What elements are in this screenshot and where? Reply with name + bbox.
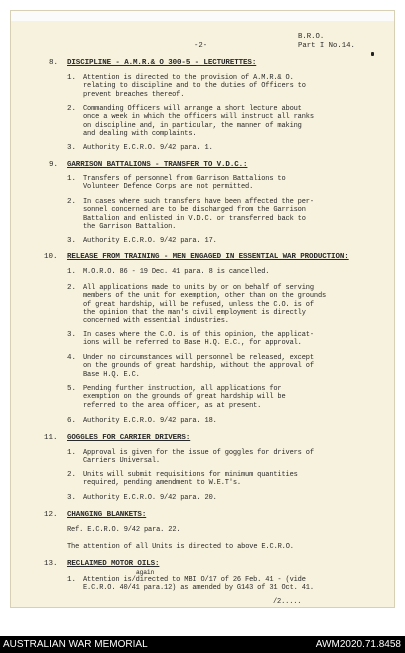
paragraph-text: Under no circumstances will personnel be released, except on the grounds of great hardship, without the approval of Base H.Q. E.C.: [83, 354, 314, 379]
continuation-marker: /2.....: [273, 598, 302, 606]
section-heading: DISCIPLINE - A.M.R.& O 300-5 - LECTURETTES:: [67, 59, 257, 67]
paragraph-text: M.O.R.O. 86 - 19 Dec. 41 para. 8 is cancelled.: [83, 268, 270, 276]
section-heading: GOGGLES FOR CARRIER DRIVERS:: [67, 434, 191, 442]
ref-line-2: Part I No.14.: [298, 42, 355, 50]
page-number: -2-: [194, 42, 208, 50]
paragraph-number: 1.: [67, 175, 77, 183]
paragraph-text: In cases where the C.O. is of this opinion, the applicat- ions will be referred to Base H.Q. E.C., for approval.: [83, 331, 314, 348]
paragraph-number: 6.: [67, 417, 77, 425]
handwritten-insert: again: [136, 569, 155, 576]
paragraph-text: Attention is/directed to MBI O/17 of 26 Feb. 41 - (vide E.C.R.O. 40/41 para.12) as amended by G143 of 31 Oct. 41.: [83, 576, 314, 593]
paragraph-text: Pending further instruction, all applications for exemption on the grounds of great hardship will be referred to the area officer, as at present.: [83, 385, 286, 410]
paragraph-text: In cases where such transfers have been affected the per- sonnel concerned are to be discharged from the Garrison Battalion and enlisted in V.D.C. or transferred back to the Garrison Battalion.: [83, 198, 314, 231]
section-number: 8.: [49, 59, 59, 67]
section-number: 11.: [44, 434, 58, 442]
paragraph-number: 3.: [67, 494, 77, 502]
section-number: 12.: [44, 511, 58, 519]
authority-line: Authority E.C.R.O. 9/42 para. 20.: [83, 494, 217, 502]
paragraph-number: 2.: [67, 471, 77, 479]
paragraph-number: 1.: [67, 268, 77, 276]
authority-line: Authority E.C.R.O. 9/42 para. 17.: [83, 237, 217, 245]
paragraph-text: Units will submit requisitions for minimum quantities required, pending amendment to W.E.T's.: [83, 471, 298, 488]
reference-line: Ref. E.C.R.O. 9/42 para. 22.: [67, 526, 181, 534]
section-number: 9.: [49, 161, 59, 169]
paragraph-text: Attention is directed to the provision of A.M.R.& O. relating to discipline and to the duties of Officers to prevent breaches thereof.: [83, 74, 306, 99]
paragraph-number: 3.: [67, 237, 77, 245]
paragraph-number: 1.: [67, 449, 77, 457]
paragraph-number: 2.: [67, 198, 77, 206]
ref-line-1: B.R.O.: [298, 33, 325, 41]
section-number: 10.: [44, 253, 58, 261]
page-top-edge: [11, 11, 394, 21]
section-heading: CHANGING BLANKETS:: [67, 511, 147, 519]
ink-mark: [371, 52, 374, 56]
authority-line: Authority E.C.R.O. 9/42 para. 18.: [83, 417, 217, 425]
paragraph-text: All applications made to units by or on behalf of serving members of the unit for exemption, other than on the grounds of great hardship, will be refused, unless the C.O. is of the opinion that the man's civil employment is directly concerned with essential industries.: [83, 284, 327, 326]
paragraph-text: Approval is given for the issue of goggles for drivers of Carriers Universal.: [83, 449, 314, 466]
section-heading: RELEASE FROM TRAINING - MEN ENGAGED IN ESSENTIAL WAR PRODUCTION:: [67, 253, 349, 261]
archive-footer: [0, 636, 405, 653]
paragraph-number: 3.: [67, 144, 77, 152]
paragraph-number: 3.: [67, 331, 77, 339]
paragraph-text: Transfers of personnel from Garrison Battalions to Volunteer Defence Corps are not permitted.: [83, 175, 286, 192]
paragraph-number: 1.: [67, 576, 77, 584]
document-page: [10, 10, 395, 608]
paragraph-number: 2.: [67, 105, 77, 113]
section-number: 13.: [44, 560, 58, 568]
paragraph-number: 2.: [67, 284, 77, 292]
note-line: The attention of all Units is directed to above E.C.R.O.: [67, 543, 294, 551]
section-heading: RECLAIMED MOTOR OILS:: [67, 560, 160, 568]
paragraph-number: 5.: [67, 385, 77, 393]
footer-catalogue-id: AWM2020.71.8458: [315, 639, 401, 650]
paragraph-number: 4.: [67, 354, 77, 362]
footer-institution: AUSTRALIAN WAR MEMORIAL: [3, 639, 148, 650]
authority-line: Authority E.C.R.O. 9/42 para. 1.: [83, 144, 213, 152]
section-heading: GARRISON BATTALIONS - TRANSFER TO V.D.C.:: [67, 161, 248, 169]
paragraph-number: 1.: [67, 74, 77, 82]
paragraph-text: Commanding Officers will arrange a short lecture about once a week in which the officers will instruct all ranks on discipline and, in particular, the manner of making and dealing with complaints.: [83, 105, 314, 138]
